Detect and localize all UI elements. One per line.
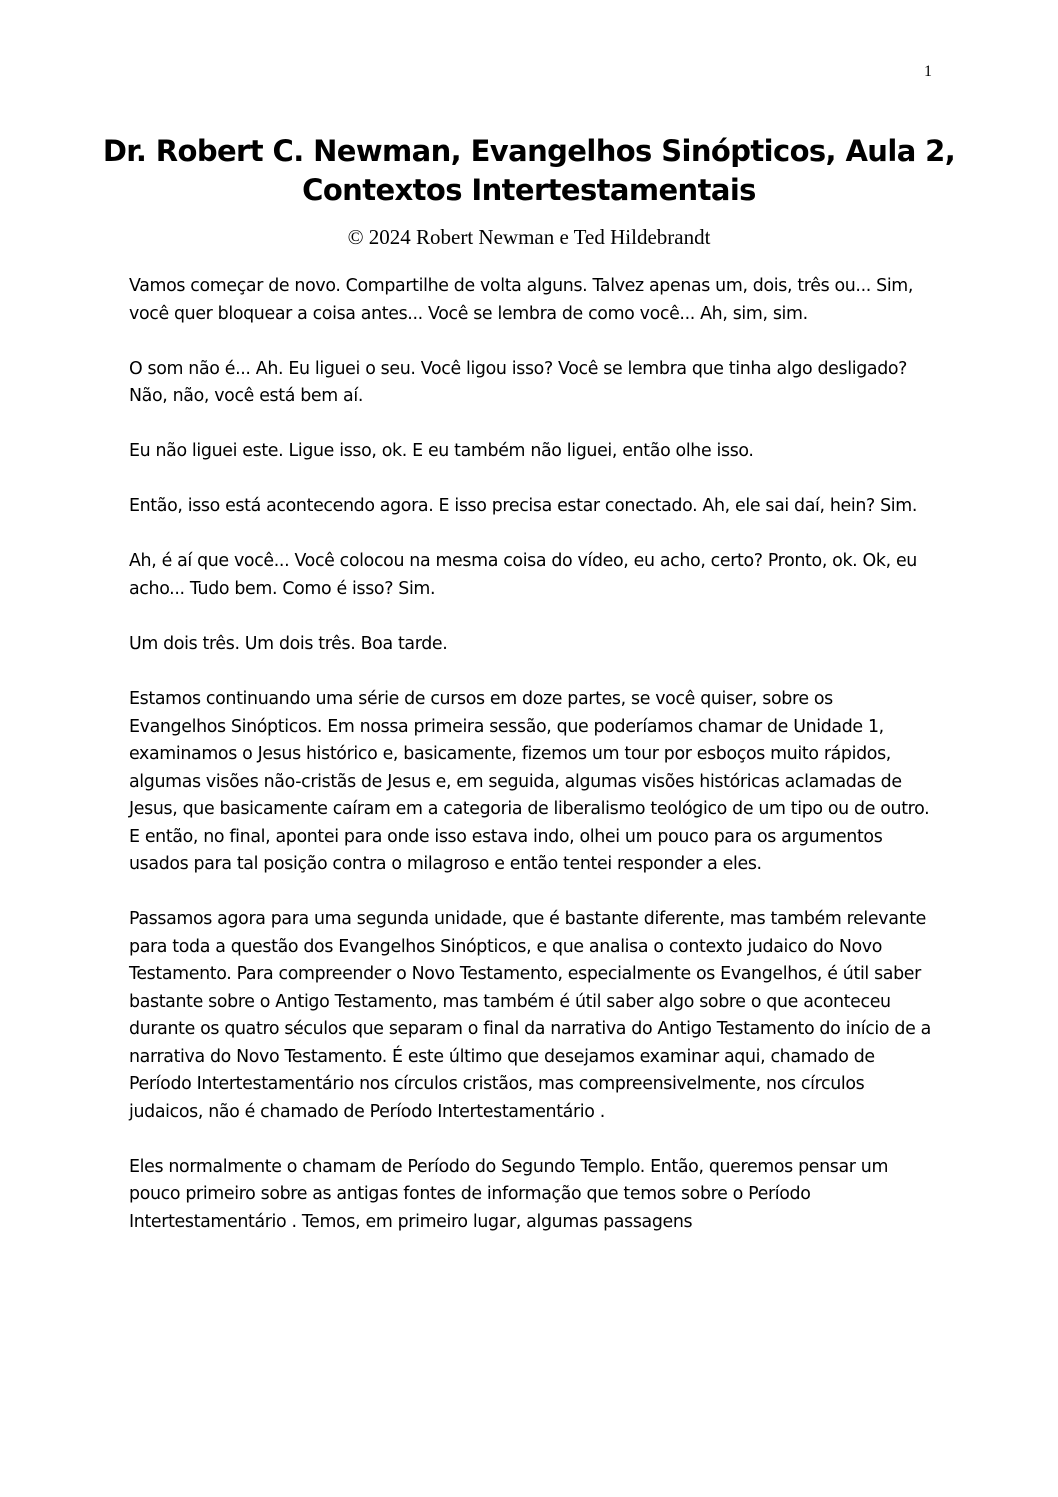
paragraph: O som não é... Ah. Eu liguei o seu. Você ligou isso? Você se lembra que tinha algo desligado? Não, não, você está bem aí.	[129, 358, 908, 407]
paragraph: Eles normalmente o chamam de Período do Segundo Templo. Então, queremos pensar um pouco primeiro sobre as antigas fontes de informação que temos sobre o Período Intertestamentário . Temos, em primeiro lugar, algumas passagens	[129, 1156, 889, 1232]
paragraph: Um dois três. Um dois três. Boa tarde.	[129, 633, 448, 654]
paragraph: Passamos agora para uma segunda unidade, que é bastante diferente, mas também relevante para toda a questão dos Evangelhos Sinópticos, e que analisa o contexto judaico do Novo Testamento. Para compreender o Novo Testamento, especialmente os Evangelhos, é útil saber bastante sobre o Antigo Testamento, mas também é útil saber algo sobre o que aconteceu durante os quatro séculos que separam o final da narrativa do Antigo Testamento do início de a narrativa do Novo Testamento. É este último que desejamos examinar aqui, chamado de Período Intertestamentário nos círculos cristãos, mas compreensivelmente, nos círculos judaicos, não é chamado de Período Intertestamentário .	[129, 909, 931, 1122]
paragraph: Ah, é aí que você... Você colocou na mesma coisa do vídeo, eu acho, certo? Pronto, ok. Ok, eu acho... Tudo bem. Como é isso? Sim.	[129, 551, 917, 599]
page-number: 1	[924, 63, 932, 80]
document-title: Dr. Robert C. Newman, Evangelhos Sinópticos, Aula 2, Contextos Intertestamentais	[102, 134, 956, 207]
paragraph: Estamos continuando uma série de cursos em doze partes, se você quiser, sobre os Evangelhos Sinópticos. Em nossa primeira sessão, que poderíamos chamar de Unidade 1, examinamos o Jesus histórico e, basicamente, fizemos um tour por esboços muito rápidos, algumas visões não-cristãs de Jesus e, em seguida, algumas visões históricas aclamadas de Jesus, que basicamente caíram em a categoria de liberalismo teológico de um tipo ou de outro. E então, no final, apontei para onde isso estava indo, olhei um pouco para os argumentos usados para tal posição contra o milagroso e então tentei responder a eles.	[129, 689, 930, 875]
paragraph: Vamos começar de novo. Compartilhe de volta alguns. Talvez apenas um, dois, três ou... Sim, você quer bloquear a coisa antes... Você se lembra de como você... Ah, sim, sim.	[129, 276, 914, 324]
paragraph: Então, isso está acontecendo agora. E isso precisa estar conectado. Ah, ele sai daí, hein? Sim.	[129, 496, 918, 517]
paragraph: Eu não liguei este. Ligue isso, ok. E eu também não liguei, então olhe isso.	[129, 441, 754, 462]
copyright-line: © 2024 Robert Newman e Ted Hildebrandt	[347, 225, 711, 249]
transcript-body	[129, 273, 934, 1264]
